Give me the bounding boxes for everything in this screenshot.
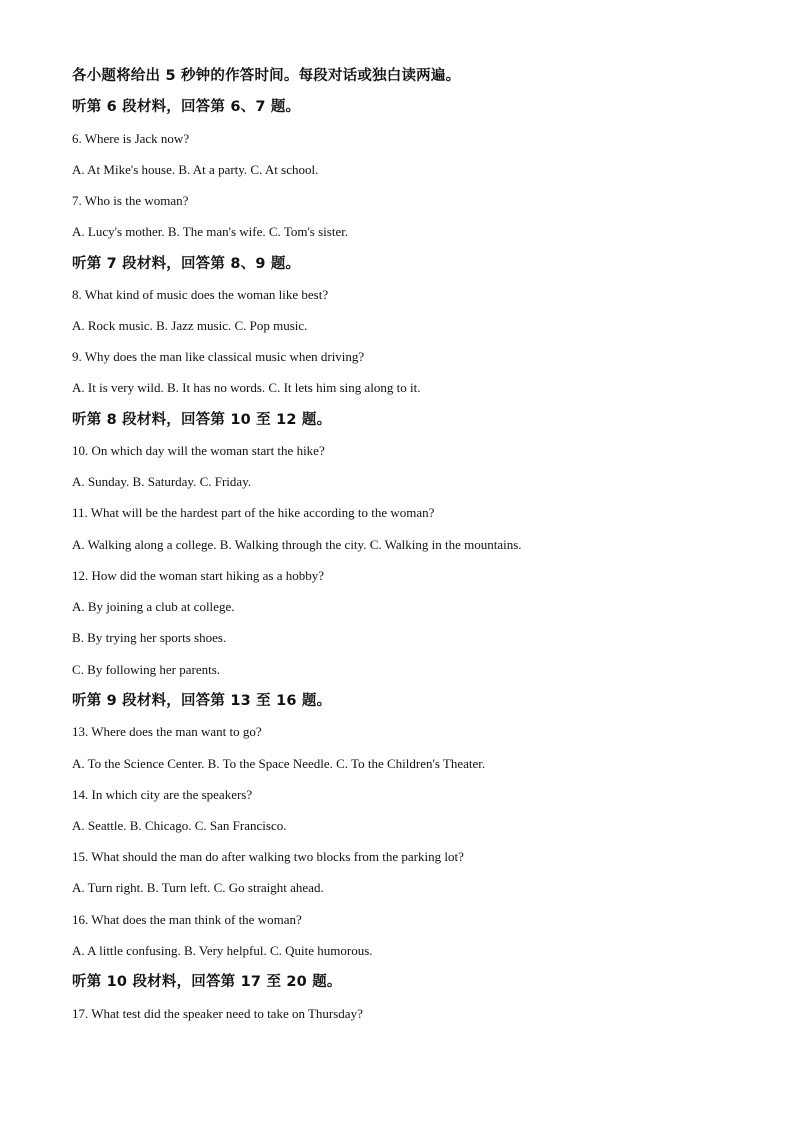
answer-options: A. Lucy's mother. B. The man's wife. C. Tom's sister. (72, 224, 349, 239)
question-text: 6. Where is Jack now? (72, 131, 190, 146)
question-text: 12. How did the woman start hiking as a hobby? (72, 568, 325, 583)
answer-options: A. At Mike's house. B. At a party. C. At school. (72, 162, 319, 177)
answer-options: A. Rock music. B. Jazz music. C. Pop music. (72, 318, 308, 333)
question-text: 8. What kind of music does the woman like best? (72, 287, 329, 302)
instruction-line: 各小题将给出 5 秒钟的作答时间。每段对话或独白读两遍。 (72, 68, 461, 84)
answer-options: A. Seattle. B. Chicago. C. San Francisco. (72, 818, 287, 833)
question-text: 11. What will be the hardest part of the hike according to the woman? (72, 505, 435, 520)
answer-option: B. By trying her sports shoes. (72, 630, 227, 645)
answer-options: A. Turn right. B. Turn left. C. Go straight ahead. (72, 880, 324, 895)
question-text: 17. What test did the speaker need to take on Thursday? (72, 1006, 363, 1021)
answer-options: A. Walking along a college. B. Walking through the city. C. Walking in the mountains. (72, 537, 522, 552)
question-text: 9. Why does the man like classical music when driving? (72, 349, 365, 364)
answer-options: A. Sunday. B. Saturday. C. Friday. (72, 474, 252, 489)
section-heading: 听第 9 段材料，回答第 13 至 16 题。 (72, 693, 332, 709)
section-heading: 听第 8 段材料，回答第 10 至 12 题。 (72, 412, 332, 428)
question-text: 7. Who is the woman? (72, 193, 189, 208)
answer-options: A. It is very wild. B. It has no words. C. It lets him sing along to it. (72, 380, 421, 395)
section-heading: 听第 7 段材料，回答第 8、9 题。 (72, 256, 301, 272)
question-text: 10. On which day will the woman start the hike? (72, 443, 325, 458)
question-text: 13. Where does the man want to go? (72, 724, 262, 739)
answer-option: A. By joining a club at college. (72, 599, 235, 614)
question-text: 14. In which city are the speakers? (72, 787, 253, 802)
section-heading: 听第 10 段材料，回答第 17 至 20 题。 (72, 974, 342, 990)
answer-option: C. By following her parents. (72, 662, 221, 677)
answer-options: A. To the Science Center. B. To the Space Needle. C. To the Children's Theater. (72, 756, 486, 771)
answer-options: A. A little confusing. B. Very helpful. C. Quite humorous. (72, 943, 373, 958)
question-text: 15. What should the man do after walking two blocks from the parking lot? (72, 849, 464, 864)
section-heading: 听第 6 段材料，回答第 6、7 题。 (72, 99, 301, 115)
question-text: 16. What does the man think of the woman? (72, 912, 302, 927)
